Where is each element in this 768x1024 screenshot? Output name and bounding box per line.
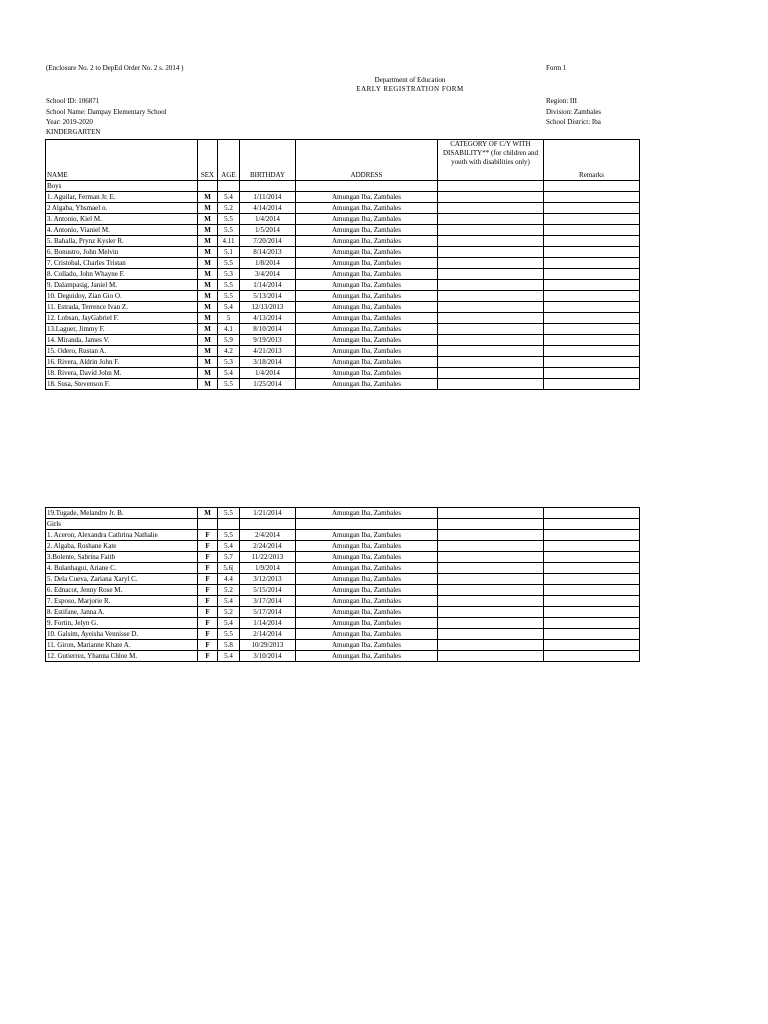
student-remarks [544, 651, 640, 662]
student-age: 5.2 [218, 203, 240, 214]
student-birthday: 3/4/2014 [240, 269, 296, 280]
student-name: 10. Galsim, Ayeisha Vennisse D. [46, 629, 198, 640]
col-name: NAME [46, 140, 198, 181]
student-address: Amungan Iba, Zambales [296, 269, 438, 280]
student-age: 5.5 [218, 530, 240, 541]
table-row [46, 618, 640, 629]
student-birthday: 4/14/2014 [240, 203, 296, 214]
student-sex: M [198, 291, 218, 302]
student-birthday: 5/15/2014 [240, 585, 296, 596]
student-age: 5.3 [218, 357, 240, 368]
student-sex: F [198, 574, 218, 585]
student-birthday: 7/20/2014 [240, 236, 296, 247]
table-row [46, 629, 640, 640]
table-row [46, 203, 640, 214]
student-sex: M [198, 324, 218, 335]
student-age: 5.5 [218, 379, 240, 390]
form-number: Form 1 [546, 64, 567, 72]
student-category [438, 541, 544, 552]
student-age: 4.2 [218, 346, 240, 357]
table-row [46, 508, 640, 519]
student-category [438, 214, 544, 225]
student-category [438, 280, 544, 291]
student-age: 5.5 [218, 629, 240, 640]
table-row [46, 368, 640, 379]
student-remarks [544, 269, 640, 280]
table-row [46, 563, 640, 574]
student-name: 4. Antonio, Vianiel M. [46, 225, 198, 236]
col-address: ADDRESS [296, 140, 438, 181]
student-remarks [544, 335, 640, 346]
student-sex: M [198, 508, 218, 519]
region: Region: III [546, 97, 577, 105]
student-sex: F [198, 607, 218, 618]
student-sex: F [198, 596, 218, 607]
table-row [46, 585, 640, 596]
section-row-boys [46, 181, 640, 192]
student-sex: F [198, 530, 218, 541]
student-remarks [544, 280, 640, 291]
student-category [438, 247, 544, 258]
student-birthday: 1/5/2014 [240, 225, 296, 236]
table-row [46, 258, 640, 269]
school-id: School ID: 106871 [46, 97, 100, 105]
student-address: Amungan Iba, Zambales [296, 563, 438, 574]
student-name: 11. Estrada, Terrence Ivan Z. [46, 302, 198, 313]
student-category [438, 269, 544, 280]
student-birthday: 11/22/2013 [240, 552, 296, 563]
student-sex: M [198, 368, 218, 379]
student-category [438, 302, 544, 313]
student-birthday: 2/24/2014 [240, 541, 296, 552]
student-address: Amungan Iba, Zambales [296, 596, 438, 607]
student-remarks [544, 192, 640, 203]
student-address: Amungan Iba, Zambales [296, 247, 438, 258]
student-age: 5.9 [218, 335, 240, 346]
table-row [46, 313, 640, 324]
student-remarks [544, 225, 640, 236]
student-address: Amungan Iba, Zambales [296, 225, 438, 236]
student-remarks [544, 258, 640, 269]
student-address: Amungan Iba, Zambales [296, 203, 438, 214]
student-sex: M [198, 269, 218, 280]
student-age: 5.3 [218, 269, 240, 280]
student-address: Amungan Iba, Zambales [296, 629, 438, 640]
student-birthday: 3/12/2013 [240, 574, 296, 585]
student-name: 5. Dela Cueva, Zariana Xaryl C. [46, 574, 198, 585]
student-address: Amungan Iba, Zambales [296, 357, 438, 368]
student-category [438, 236, 544, 247]
student-age: 5.8 [218, 640, 240, 651]
student-age: 5.4 [218, 541, 240, 552]
student-birthday: 10/29/2013 [240, 640, 296, 651]
table-row [46, 280, 640, 291]
table-row [46, 335, 640, 346]
student-name: 6. Ednacot, Jenny Rose M. [46, 585, 198, 596]
form-title: EARLY REGISTRATION FORM [356, 85, 464, 93]
student-address: Amungan Iba, Zambales [296, 346, 438, 357]
student-category [438, 291, 544, 302]
student-sex: M [198, 280, 218, 291]
student-remarks [544, 585, 640, 596]
student-birthday: 12/13/2013 [240, 302, 296, 313]
student-category [438, 203, 544, 214]
school-name: School Name: Dampay Elementary School [46, 108, 167, 116]
col-sex: SEX [198, 140, 218, 181]
student-birthday: 4/21/2013 [240, 346, 296, 357]
student-name: 16. Rivera, Aldrin John F. [46, 357, 198, 368]
student-category [438, 508, 544, 519]
table-row [46, 302, 640, 313]
table-row [46, 640, 640, 651]
table-row [46, 596, 640, 607]
student-sex: M [198, 313, 218, 324]
student-name: 18. Susa, Stevenson F. [46, 379, 198, 390]
student-sex: F [198, 651, 218, 662]
student-age: 4.11 [218, 236, 240, 247]
division: Division: Zambales [546, 108, 602, 116]
student-address: Amungan Iba, Zambales [296, 508, 438, 519]
student-name: 10. Deguidoy, Zian Gio O. [46, 291, 198, 302]
col-birthday: BIRTHDAY [240, 140, 296, 181]
student-birthday: 1/14/2014 [240, 280, 296, 291]
student-address: Amungan Iba, Zambales [296, 552, 438, 563]
student-category [438, 585, 544, 596]
student-remarks [544, 302, 640, 313]
col-remarks: Remarks [544, 140, 640, 181]
student-age: 5.5 [218, 291, 240, 302]
student-category [438, 258, 544, 269]
section-row-girls [46, 519, 640, 530]
student-birthday: 9/19/2013 [240, 335, 296, 346]
student-age: 5.4 [218, 596, 240, 607]
student-birthday: 1/25/2014 [240, 379, 296, 390]
student-category [438, 596, 544, 607]
student-birthday: 8/14/2013 [240, 247, 296, 258]
student-sex: F [198, 541, 218, 552]
student-remarks [544, 596, 640, 607]
table-row [46, 574, 640, 585]
col-category: CATEGORY OF C/Y WITH DISABILITY** (for children and youth with disabilities only) [438, 140, 544, 181]
student-address: Amungan Iba, Zambales [296, 302, 438, 313]
student-name: 2. Algaba, Roshane Kate [46, 541, 198, 552]
section-label: Girls [46, 519, 198, 530]
student-remarks [544, 346, 640, 357]
student-name: 9. Fortin, Jelyn G. [46, 618, 198, 629]
student-birthday: 1/4/2014 [240, 368, 296, 379]
student-age: 5.4 [218, 192, 240, 203]
student-category [438, 640, 544, 651]
student-remarks [544, 574, 640, 585]
student-age: 5.2 [218, 607, 240, 618]
student-remarks [544, 618, 640, 629]
student-sex: F [198, 629, 218, 640]
student-name: 3. Antonio, Kiel M. [46, 214, 198, 225]
student-category [438, 607, 544, 618]
section-label: Boys [46, 181, 198, 192]
student-birthday: 1/14/2014 [240, 618, 296, 629]
school-district: School District: Iba [546, 118, 601, 126]
student-age: 5.5 [218, 508, 240, 519]
student-birthday: 1/11/2014 [240, 192, 296, 203]
student-age: 5.1 [218, 247, 240, 258]
table-row [46, 379, 640, 390]
student-age: 5.5 [218, 280, 240, 291]
student-name: 5. Bahalla, Prynz Kysler R. [46, 236, 198, 247]
student-birthday: 8/10/2014 [240, 324, 296, 335]
student-age: 5.6| [218, 563, 240, 574]
student-remarks [544, 629, 640, 640]
table-row [46, 324, 640, 335]
student-category [438, 225, 544, 236]
table-row [46, 346, 640, 357]
student-age: 4.4 [218, 574, 240, 585]
student-remarks [544, 563, 640, 574]
student-category [438, 313, 544, 324]
student-remarks [544, 324, 640, 335]
student-sex: M [198, 192, 218, 203]
student-remarks [544, 552, 640, 563]
student-age: 5.5 [218, 258, 240, 269]
student-address: Amungan Iba, Zambales [296, 574, 438, 585]
student-sex: F [198, 552, 218, 563]
table-row [46, 214, 640, 225]
student-sex: F [198, 618, 218, 629]
student-sex: M [198, 379, 218, 390]
student-remarks [544, 640, 640, 651]
student-category [438, 379, 544, 390]
student-birthday: 5/13/2014 [240, 291, 296, 302]
student-category [438, 346, 544, 357]
student-name: 3.Bolente, Sabrina Faith [46, 552, 198, 563]
student-age: 5.7 [218, 552, 240, 563]
student-name: 1. Aceron, Alexandra Cathrina Nathalie [46, 530, 198, 541]
student-remarks [544, 508, 640, 519]
registration-table-continued [45, 507, 640, 662]
student-age: 5 [218, 313, 240, 324]
student-name: 9. Dalampasig, Janiel M. [46, 280, 198, 291]
student-age: 5.4 [218, 368, 240, 379]
student-age: 5.5 [218, 214, 240, 225]
student-address: Amungan Iba, Zambales [296, 324, 438, 335]
student-category [438, 530, 544, 541]
table-row [46, 225, 640, 236]
school-year: Year: 2019-2020 [46, 118, 93, 126]
student-remarks [544, 203, 640, 214]
student-age: 5.4 [218, 618, 240, 629]
student-sex: M [198, 247, 218, 258]
student-birthday: 1/21/2014 [240, 508, 296, 519]
enclosure-note: (Enclosure No. 2 to DepEd Order No. 2 s. 2014 ) [46, 64, 184, 72]
table-row [46, 552, 640, 563]
student-age: 5.5 [218, 225, 240, 236]
student-address: Amungan Iba, Zambales [296, 379, 438, 390]
student-address: Amungan Iba, Zambales [296, 618, 438, 629]
student-remarks [544, 530, 640, 541]
student-address: Amungan Iba, Zambales [296, 530, 438, 541]
student-name: 12. Lobsan, JayGabriel F. [46, 313, 198, 324]
table-row [46, 192, 640, 203]
student-sex: M [198, 236, 218, 247]
student-sex: F [198, 585, 218, 596]
student-address: Amungan Iba, Zambales [296, 258, 438, 269]
student-address: Amungan Iba, Zambales [296, 640, 438, 651]
student-name: 19.Tugade, Melandro Jr. B. [46, 508, 198, 519]
table-row [46, 530, 640, 541]
student-sex: M [198, 346, 218, 357]
student-address: Amungan Iba, Zambales [296, 236, 438, 247]
student-category [438, 651, 544, 662]
student-birthday: 1/8/2014 [240, 258, 296, 269]
student-address: Amungan Iba, Zambales [296, 585, 438, 596]
student-birthday: 3/18/2014 [240, 357, 296, 368]
student-sex: M [198, 203, 218, 214]
student-remarks [544, 247, 640, 258]
student-name: 8. Collado, John Whayne F. [46, 269, 198, 280]
grade-level: KINDERGARTEN [46, 128, 101, 136]
student-category [438, 629, 544, 640]
student-remarks [544, 607, 640, 618]
student-category [438, 357, 544, 368]
student-name: 15. Odero, Rustan A. [46, 346, 198, 357]
student-age: 5.2 [218, 585, 240, 596]
student-birthday: 2/14/2014 [240, 629, 296, 640]
student-name: 8. Estifane, Janna A. [46, 607, 198, 618]
student-name: 12. Gutierrez, Yhanna Chloe M. [46, 651, 198, 662]
student-address: Amungan Iba, Zambales [296, 280, 438, 291]
student-category [438, 192, 544, 203]
student-name: 7. Cristobal, Charles Tristan [46, 258, 198, 269]
student-address: Amungan Iba, Zambales [296, 291, 438, 302]
student-category [438, 324, 544, 335]
student-remarks [544, 291, 640, 302]
table-row [46, 541, 640, 552]
student-category [438, 368, 544, 379]
student-birthday: 3/17/2014 [240, 596, 296, 607]
student-name: 18. Rivera, David John M. [46, 368, 198, 379]
student-category [438, 574, 544, 585]
student-birthday: 4/13/2014 [240, 313, 296, 324]
student-remarks [544, 379, 640, 390]
student-sex: M [198, 225, 218, 236]
student-sex: F [198, 563, 218, 574]
student-name: 1. Aguilar, Ferman Jr. E. [46, 192, 198, 203]
student-address: Amungan Iba, Zambales [296, 368, 438, 379]
student-sex: M [198, 214, 218, 225]
table-row [46, 651, 640, 662]
student-birthday: 2/4/2014 [240, 530, 296, 541]
table-row [46, 291, 640, 302]
student-remarks [544, 313, 640, 324]
student-address: Amungan Iba, Zambales [296, 192, 438, 203]
student-remarks [544, 357, 640, 368]
student-sex: M [198, 357, 218, 368]
student-sex: M [198, 335, 218, 346]
table-row [46, 607, 640, 618]
student-remarks [544, 236, 640, 247]
student-remarks [544, 214, 640, 225]
student-birthday: 5/17/2014 [240, 607, 296, 618]
col-age: AGE [218, 140, 240, 181]
student-address: Amungan Iba, Zambales [296, 541, 438, 552]
student-birthday: 1/9/2014 [240, 563, 296, 574]
student-address: Amungan Iba, Zambales [296, 651, 438, 662]
student-age: 5.4 [218, 302, 240, 313]
student-name: 14. Miranda, James V. [46, 335, 198, 346]
student-name: 13.Laguer, Jimmy F. [46, 324, 198, 335]
registration-table-boys [45, 139, 640, 390]
student-age: 4.1 [218, 324, 240, 335]
department-title: Department of Education [374, 76, 446, 84]
table-row [46, 247, 640, 258]
student-category [438, 563, 544, 574]
student-name: 11. Giron, Marianne Khate A. [46, 640, 198, 651]
student-remarks [544, 368, 640, 379]
table-row [46, 357, 640, 368]
student-name: 4. Bulanhagui, Ariane C. [46, 563, 198, 574]
student-sex: M [198, 302, 218, 313]
student-age: 5.4 [218, 651, 240, 662]
student-address: Amungan Iba, Zambales [296, 214, 438, 225]
student-name: 7. Esposo, Marjorie R. [46, 596, 198, 607]
student-name: 6. Bonustro, John Melvin [46, 247, 198, 258]
table-row [46, 236, 640, 247]
student-sex: M [198, 258, 218, 269]
student-address: Amungan Iba, Zambales [296, 313, 438, 324]
student-remarks [544, 541, 640, 552]
student-category [438, 552, 544, 563]
student-address: Amungan Iba, Zambales [296, 335, 438, 346]
student-address: Amungan Iba, Zambales [296, 607, 438, 618]
student-category [438, 335, 544, 346]
student-name: 2 Algaba, Yhsmael o. [46, 203, 198, 214]
student-birthday: 1/4/2014 [240, 214, 296, 225]
table-header-row [46, 140, 640, 181]
student-category [438, 618, 544, 629]
table-row [46, 269, 640, 280]
student-birthday: 3/10/2014 [240, 651, 296, 662]
student-sex: F [198, 640, 218, 651]
